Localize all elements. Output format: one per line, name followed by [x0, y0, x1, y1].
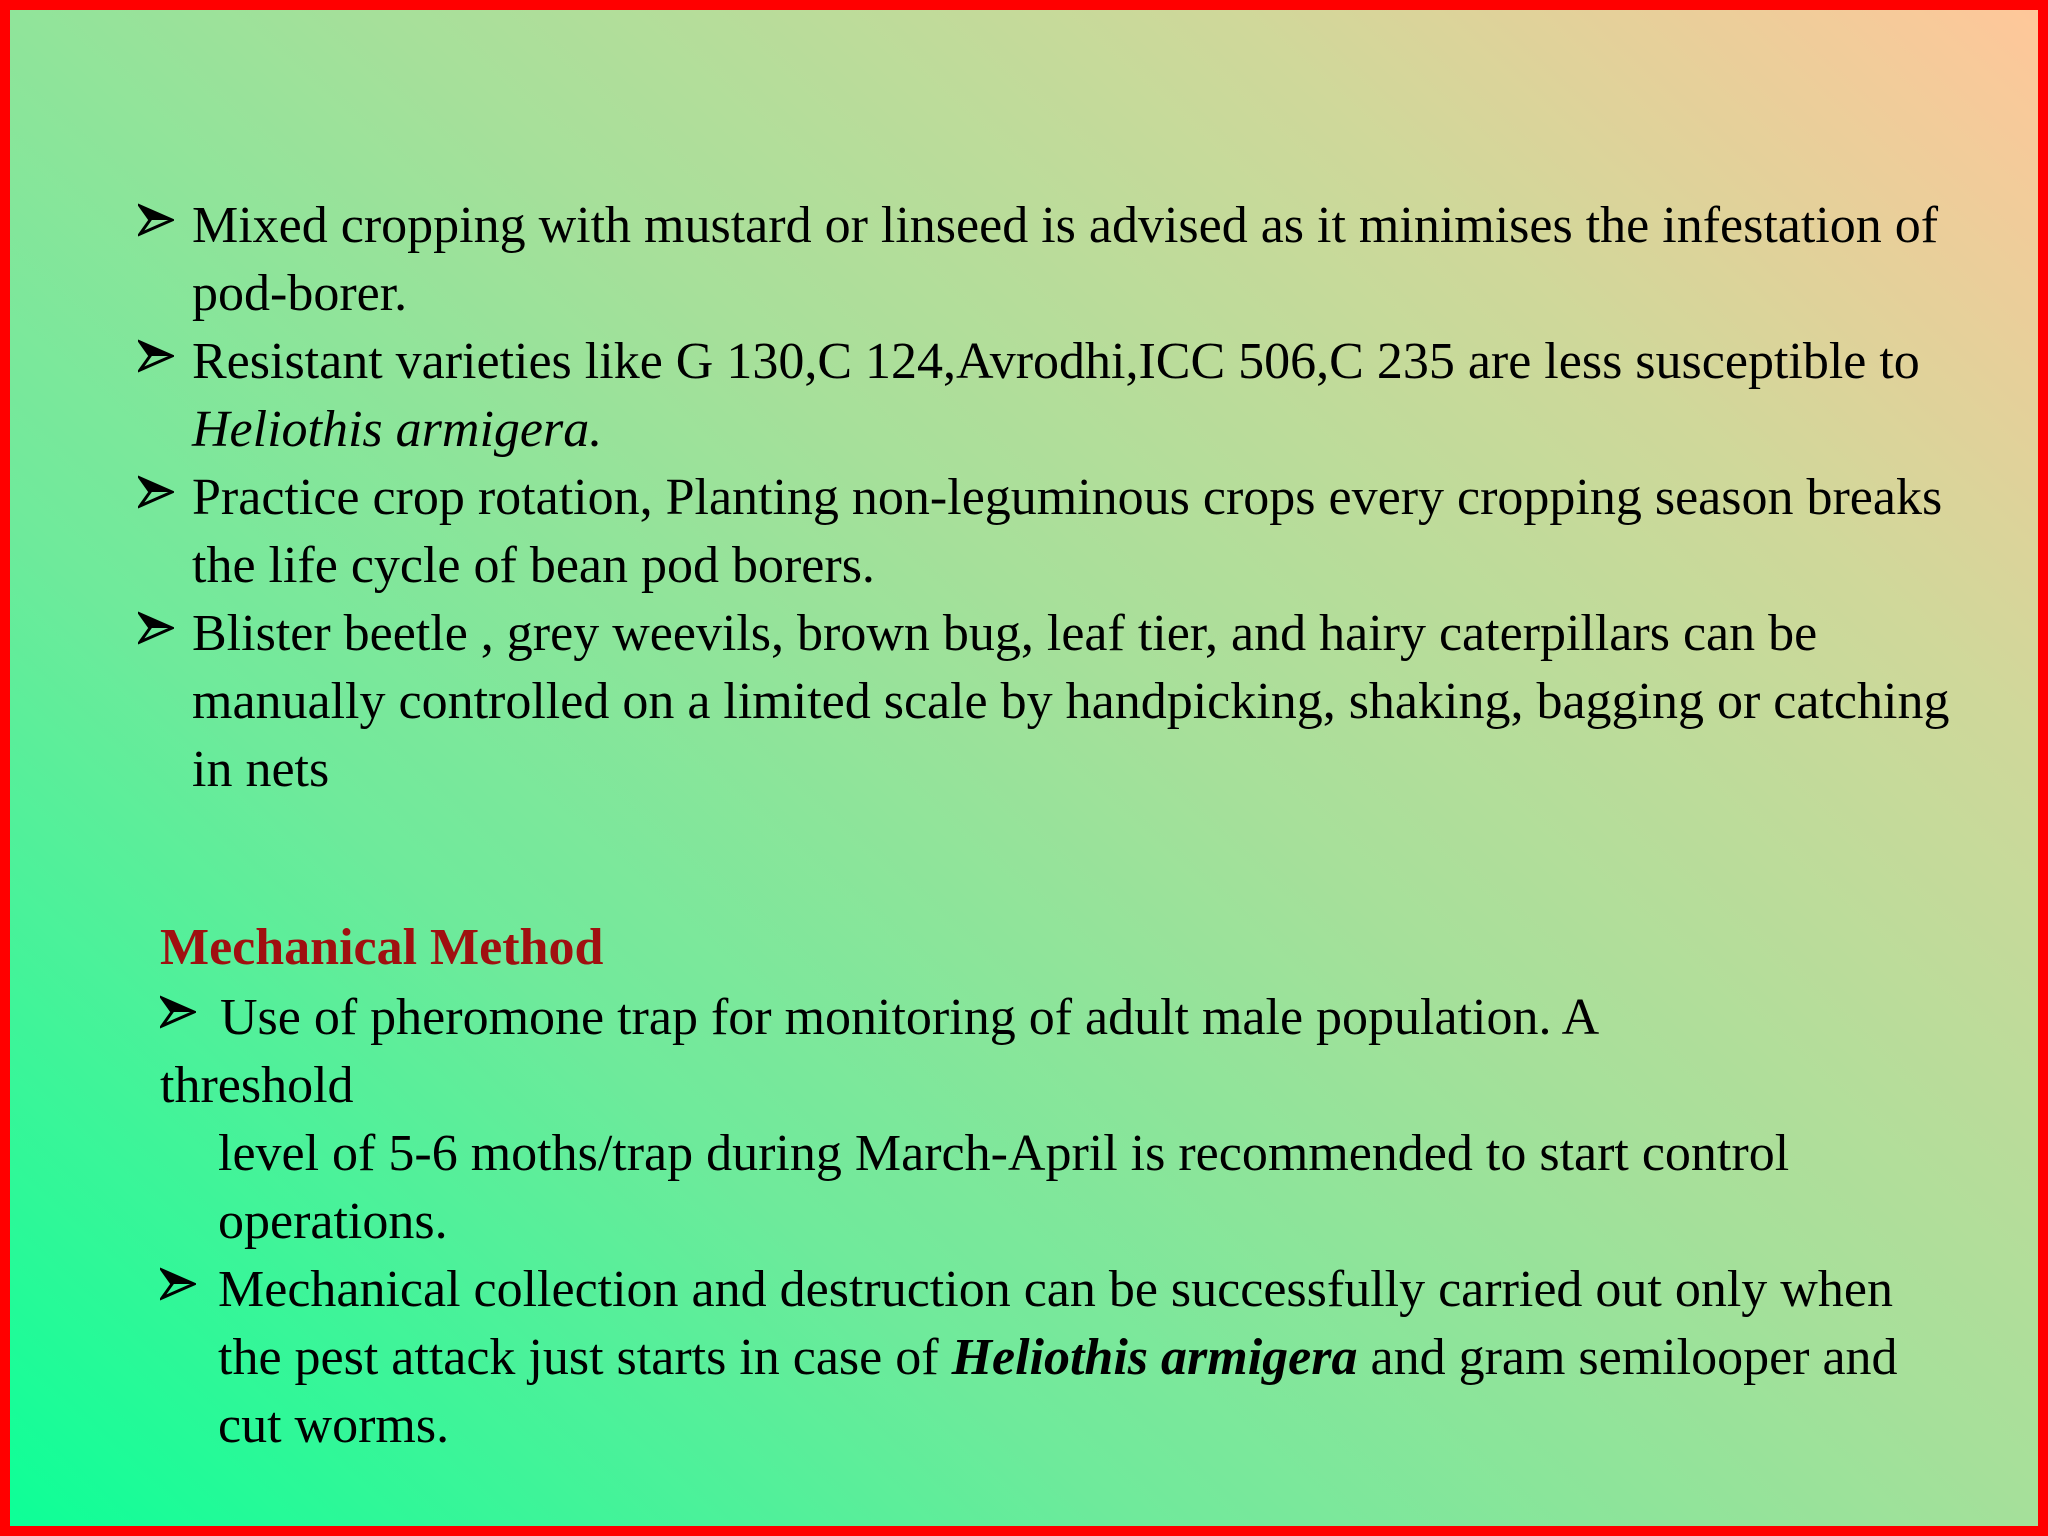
- arrowhead-bullet-icon: [160, 984, 196, 1052]
- bullet-item-mechanical-collection: [160, 1256, 1960, 1460]
- bullet-text: Practice crop rotation, Planting non-leguminous crops every cropping season breaks the life cycle of bean pod borers.: [192, 469, 1943, 594]
- section-title-mechanical-method: Mechanical Method: [160, 919, 604, 976]
- bullet-text-line-1: Use of pheromone trap for monitoring of adult male population. A: [220, 989, 1600, 1046]
- bullet-text-line-2: threshold: [160, 1057, 354, 1114]
- bullet-text: Blister beetle , grey weevils, brown bug, leaf tier, and hairy caterpillars can be manually controlled on a limited scale by handpicking, shaking, bagging or catching in nets: [192, 605, 1950, 798]
- arrowhead-bullet-icon: [138, 464, 174, 532]
- bullet-text: [138, 328, 1958, 464]
- arrowhead-bullet-icon: [138, 328, 174, 396]
- species-name-italic: Heliothis armigera.: [192, 401, 603, 458]
- bullet-item-manual-control: [138, 600, 1958, 804]
- bullet-item-pheromone-trap: [160, 984, 1960, 1256]
- arrowhead-bullet-icon: [138, 600, 174, 668]
- arrowhead-bullet-icon: [160, 1256, 196, 1324]
- bullet-text-plain-end: and gram semilooper and cut worms.: [218, 1329, 1898, 1454]
- bullet-text: [160, 1256, 1960, 1460]
- bullet-text-plain: Mechanical collection and destruction can be successfully carried out only when the pest attack just starts in case of: [218, 1261, 1893, 1386]
- bullet-item-resistant-varieties: [138, 328, 1958, 464]
- bullet-item-crop-rotation: [138, 464, 1958, 600]
- species-name-bold-italic: Heliothis armigera: [951, 1329, 1358, 1386]
- bullet-text-continuation: level of 5-6 moths/trap during March-April is recommended to start control operations.: [218, 1125, 1790, 1250]
- arrowhead-bullet-icon: [138, 192, 174, 260]
- bullet-text: Mixed cropping with mustard or linseed is advised as it minimises the infestation of pod-borer.: [192, 197, 1939, 322]
- bullet-text-plain: Resistant varieties like G 130,C 124,Avrodhi,ICC 506,C 235 are less susceptible to: [192, 333, 1920, 390]
- bullet-item-mixed-cropping: [138, 192, 1958, 328]
